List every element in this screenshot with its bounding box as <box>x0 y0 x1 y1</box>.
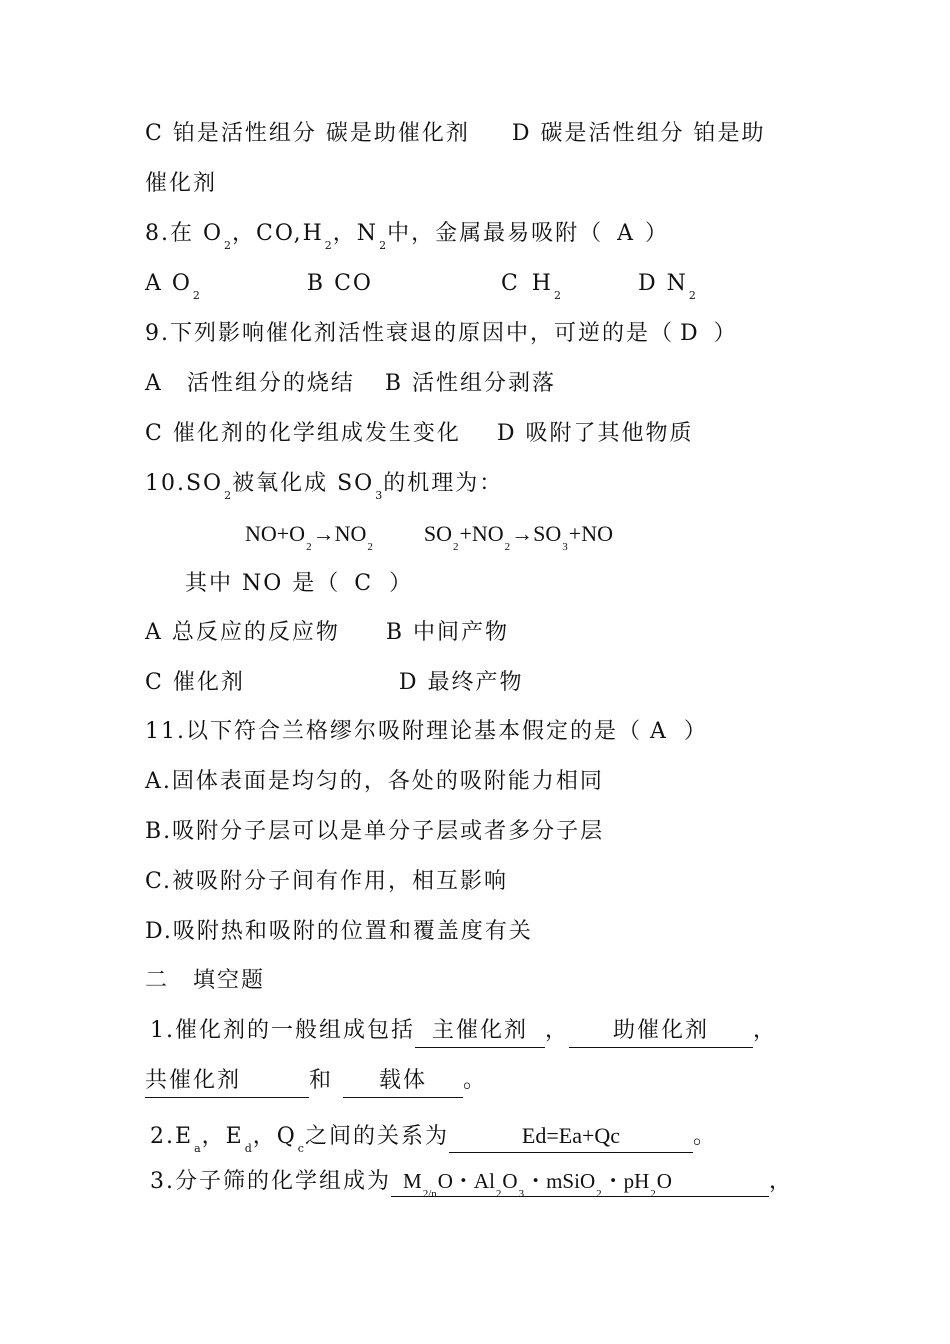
q9-stem-text: 9.下列影响催化剂活性衰退的原因中，可逆的是（ <box>145 321 674 346</box>
q9-answer: D <box>680 321 700 346</box>
punctuation: 。 <box>692 1124 717 1149</box>
equation-part: →NO <box>312 521 367 546</box>
q10-options-cd <box>145 665 523 701</box>
q8-stem-part: ） <box>644 221 669 246</box>
fill1-blank-2: 助催化剂 <box>569 1013 753 1048</box>
fill3-stem: 3.分子筛的化学组成为 <box>150 1169 391 1194</box>
subscript: 2/n <box>422 1188 437 1200</box>
q11-stem <box>145 714 708 750</box>
q8-option-c: C <box>500 271 520 296</box>
formula-part: O <box>656 1169 672 1193</box>
subscript: 3 <box>562 541 568 553</box>
subscript: 2 <box>224 489 232 502</box>
formula-part: ・pH <box>602 1169 650 1193</box>
q11-option-c: C.被吸附分子间有作用，相互影响 <box>145 869 509 894</box>
q8-options <box>145 266 697 302</box>
q11-option-d: D.吸附热和吸附的位置和覆盖度有关 <box>145 919 533 944</box>
q11-answer: A <box>650 719 668 744</box>
q10-answer: C <box>354 571 374 596</box>
q10-stem-part: 的机理为： <box>383 471 504 496</box>
subscript: 2 <box>452 541 459 553</box>
fill2-part: 之间的关系为 <box>304 1124 449 1149</box>
q8-stem-part: 中，金属最易吸附（ <box>387 221 604 246</box>
punctuation: ， <box>769 1169 794 1194</box>
q8-stem <box>145 216 669 252</box>
q9-option-b: B 活性组分剥落 <box>384 371 557 396</box>
fill1-blank-1: 主催化剂 <box>415 1013 545 1048</box>
punctuation: ， <box>753 1018 778 1043</box>
fill1-stem: 1.催化剂的一般组成包括 <box>150 1018 415 1043</box>
q10-options-ab <box>145 615 509 651</box>
equation-part: →SO <box>511 521 562 546</box>
q9-options-cd <box>145 416 693 452</box>
fill1-line2 <box>145 1063 487 1099</box>
subscript: 2 <box>324 239 332 252</box>
fill3-line <box>150 1163 793 1199</box>
q10-stem-part: 被氧化成 SO <box>232 471 375 496</box>
q7-options-cd-line <box>145 116 765 152</box>
q10-question-close: ） <box>389 571 414 596</box>
q8-stem-part: 8.在 O <box>145 221 224 246</box>
punctuation: ， <box>545 1018 570 1043</box>
q8-option-c-value: H <box>531 271 553 296</box>
q8-option-d: D N <box>637 271 688 296</box>
q10-option-c: C 催化剂 <box>145 670 245 695</box>
subscript: a <box>194 1142 201 1155</box>
formula-part: ・mSiO <box>525 1169 596 1193</box>
equation-part: NO+O <box>245 521 306 546</box>
fill2-blank: Ed=Ea+Qc <box>449 1118 693 1153</box>
formula-part: M <box>403 1169 422 1193</box>
q11-option-b: B.吸附分子层可以是单分子层或者多分子层 <box>145 819 605 844</box>
fill1-blank-3: 共催化剂 <box>145 1063 309 1098</box>
q8-option-b: B CO <box>306 271 373 296</box>
equation-part: +NO <box>459 521 504 546</box>
fill1-and: 和 <box>309 1068 334 1093</box>
fill2-part: 2.E <box>150 1124 194 1149</box>
subscript: 2 <box>192 289 200 302</box>
subscript: c <box>297 1142 304 1155</box>
q10-stem <box>145 466 503 502</box>
subscript: 2 <box>650 1188 656 1200</box>
subscript: 2 <box>367 541 373 553</box>
subscript: 2 <box>688 289 696 302</box>
subscript: 2 <box>553 289 561 302</box>
q8-stem-part: ，N <box>332 221 379 246</box>
fill2-part: ，E <box>201 1124 244 1149</box>
equation-part: +NO <box>568 521 613 546</box>
fill2-line <box>150 1118 717 1154</box>
equation-part: SO <box>423 521 452 546</box>
subscript: 2 <box>379 239 387 252</box>
q10-option-b: B 中间产物 <box>385 620 510 645</box>
q7-option-c: C 铂是活性组分 碳是助催化剂 <box>145 121 470 146</box>
subscript: d <box>244 1142 252 1155</box>
formula-part: O <box>502 1169 518 1193</box>
subscript: 3 <box>375 489 383 502</box>
punctuation: 。 <box>463 1068 488 1093</box>
q11-stem-text: 11.以下符合兰格缪尔吸附理论基本假定的是（ <box>145 719 642 744</box>
subscript: 2 <box>504 541 511 553</box>
q10-stem-part: 10.SO <box>145 471 224 496</box>
q10-equations <box>245 516 613 552</box>
formula-part: O・Al <box>437 1169 495 1193</box>
q10-option-a: A 总反应的反应物 <box>145 620 340 645</box>
fill2-part: ，Q <box>252 1124 297 1149</box>
q7-option-d: D 碳是活性组分 铂是助 <box>511 121 766 146</box>
q10-question <box>185 566 413 602</box>
q8-stem-part: ，CO,H <box>232 221 324 246</box>
q9-options-ab <box>145 366 556 402</box>
fill1-blank-4: 载体 <box>343 1063 463 1098</box>
q9-option-a: A 活性组分的烧结 <box>145 371 355 396</box>
q8-answer: A <box>617 221 635 246</box>
q9-stem <box>145 316 738 352</box>
fill3-blank <box>391 1163 769 1200</box>
q11-option-a: A.固体表面是均匀的，各处的吸附能力相同 <box>145 769 604 794</box>
q10-option-d: D 最终产物 <box>398 670 524 695</box>
subscript: 2 <box>306 541 312 553</box>
q7-option-d-text: 催化剂 <box>145 171 218 196</box>
q11-stem-close: ） <box>683 719 708 744</box>
q9-option-c: C 催化剂的化学组成发生变化 <box>145 421 461 446</box>
q9-stem-close: ） <box>713 321 738 346</box>
q8-option-a: A O <box>145 271 192 296</box>
subscript: 2 <box>495 1188 502 1200</box>
q9-option-d: D 吸附了其他物质 <box>496 421 694 446</box>
fill1-line1 <box>150 1013 777 1049</box>
subscript: 3 <box>518 1188 525 1200</box>
subscript: 2 <box>224 239 232 252</box>
q10-question-text: 其中 NO 是（ <box>185 571 341 596</box>
q7-option-d-continued <box>145 166 217 202</box>
section-title-fill-in: 二 填空题 <box>145 968 266 993</box>
subscript: 2 <box>596 1188 602 1200</box>
